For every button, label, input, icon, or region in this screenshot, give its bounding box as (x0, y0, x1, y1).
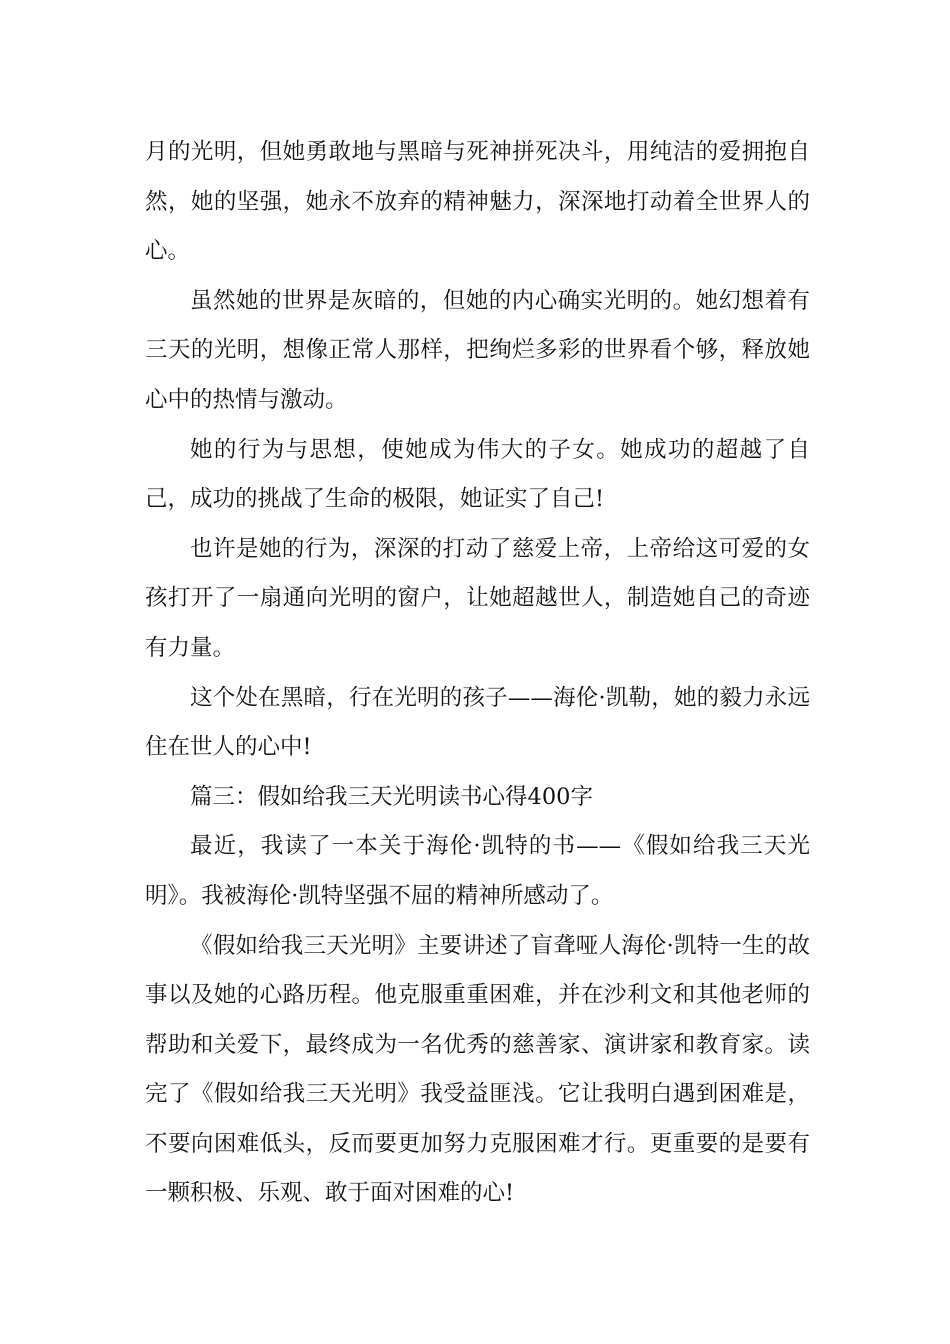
paragraph-2: 虽然她的世界是灰暗的，但她的内心确实光明的。她幻想着有三天的光明，想像正常人那样，把绚烂多彩的世界看个够，释放她心中的热情与激动。 (145, 287, 810, 413)
paragraph-4: 也许是她的行为，深深的打动了慈爱上帝，上帝给这可爱的女孩打开了一扇通向光明的窗户，让她超越世人，制造她自己的奇迹有力量。 (145, 535, 810, 661)
document-body (145, 128, 810, 1219)
paragraph-5: 这个处在黑暗，行在光明的孩子——海伦·凯勒，她的毅力永远住在世人的心中! (145, 684, 810, 761)
section-heading: 篇三：假如给我三天光明读书心得400字 (190, 783, 593, 810)
paragraph-7: 《假如给我三天光明》主要讲述了盲聋哑人海伦·凯特一生的故事以及她的心路历程。他克服重重困难，并在沙利文和其他老师的帮助和关爱下，最终成为一名优秀的慈善家、演讲家和教育家。读完了《假如给我三天光明》我受益匪浅。它让我明白遇到困难是，不要向困难低头，反而要更加努力克服困难才行。更重要的是要有一颗积极、乐观、敢于面对困难的心! (145, 932, 810, 1207)
paragraph-1: 月的光明，但她勇敢地与黑暗与死神拼死决斗，用纯洁的爱拥抱自然，她的坚强，她永不放弃的精神魅力，深深地打动着全世界人的心。 (145, 139, 810, 265)
paragraph-3: 她的行为与思想，使她成为伟大的子女。她成功的超越了自己，成功的挑战了生命的极限，她证实了自己! (145, 436, 810, 513)
paragraph-6: 最近，我读了一本关于海伦·凯特的书——《假如给我三天光明》。我被海伦·凯特坚强不屈的精神所感动了。 (145, 833, 810, 909)
